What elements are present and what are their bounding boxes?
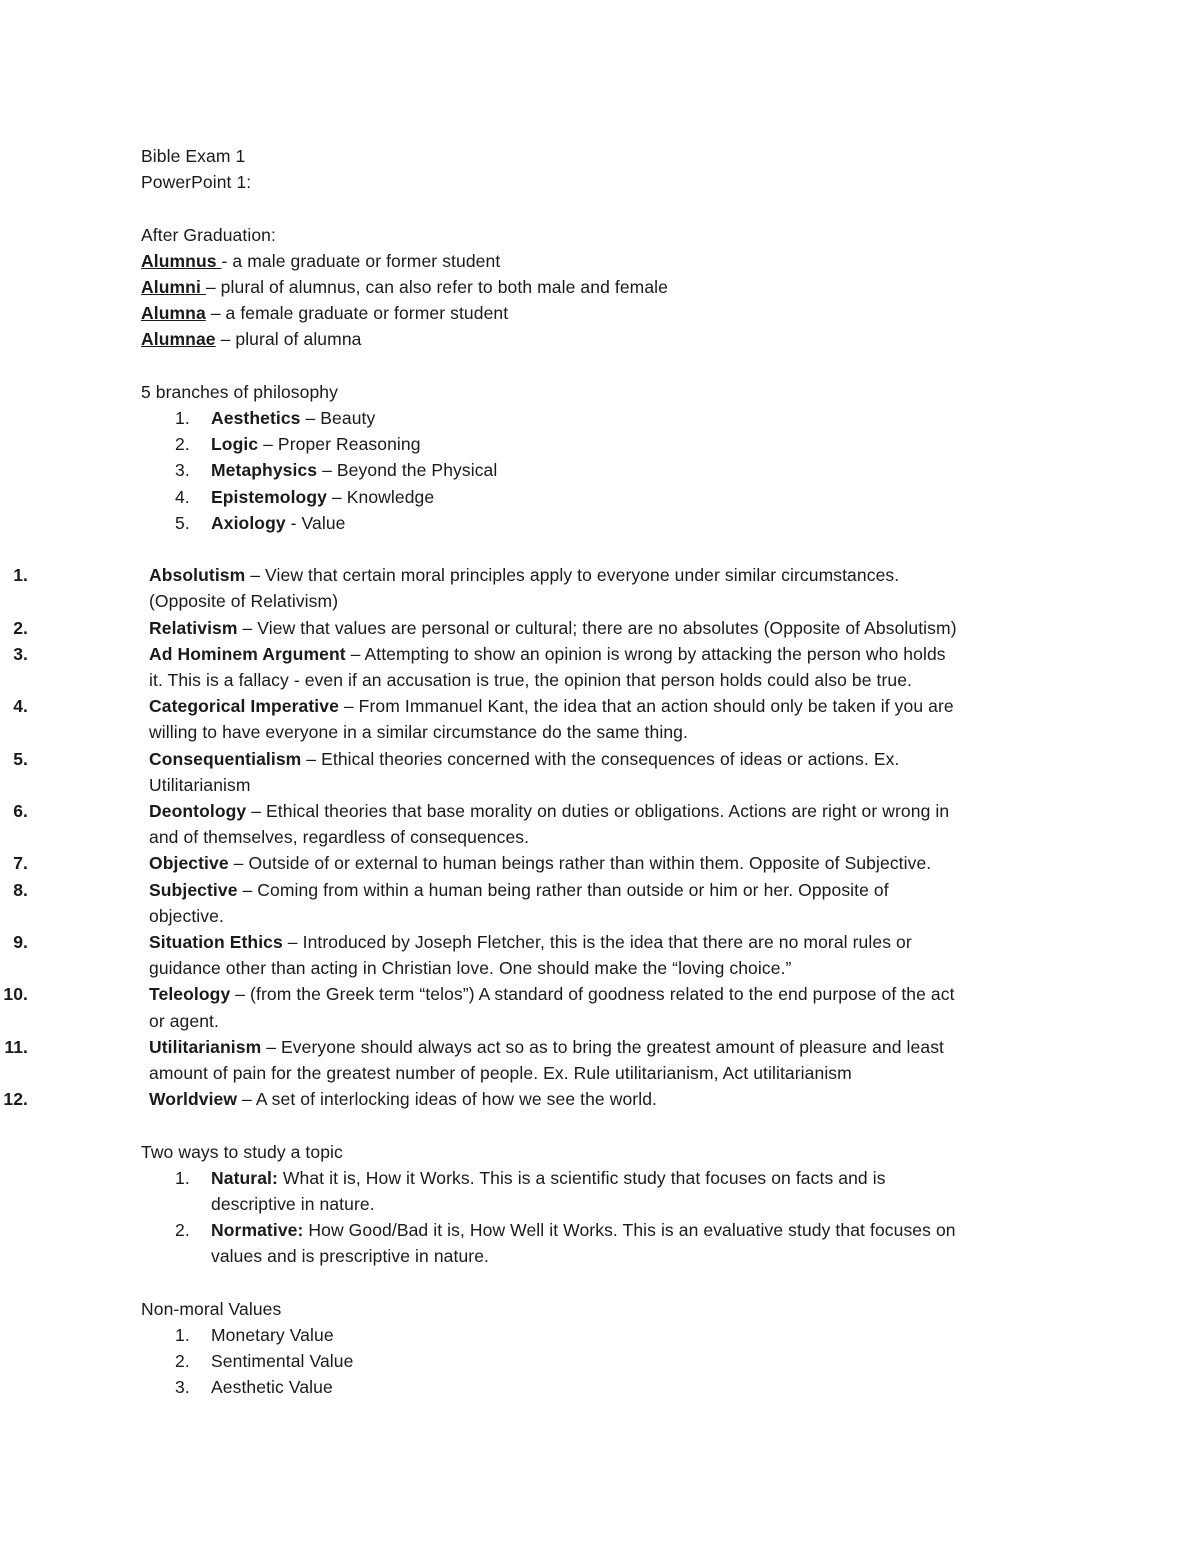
list-number: 3. [175, 1377, 190, 1398]
item-term: Normative: [211, 1220, 304, 1241]
item-term: Consequentialism [149, 748, 302, 769]
list-number: 5. [175, 512, 190, 533]
list-number: 1. [13, 565, 28, 586]
item-term: Natural: [211, 1167, 278, 1188]
entry-definition: – plural of alumna [215, 329, 362, 350]
list-item [141, 1374, 1081, 1400]
item-line [149, 798, 1081, 824]
item-definition: – A set of interlocking ideas of how we see the world. [237, 1089, 657, 1110]
list-item [0, 981, 1081, 1033]
list-number: 10. [3, 984, 28, 1005]
graduation-entry [141, 248, 1081, 274]
item-definition: – View that values are personal or cultural; there are no absolutes (Opposite of Absolutism) [237, 617, 957, 638]
item-line: (Opposite of Relativism) [149, 591, 339, 612]
item-term: Metaphysics [211, 460, 318, 481]
item-definition: – (from the Greek term “telos”) A standard of goodness related to the end purpose of the act [230, 984, 955, 1005]
spacer [141, 1270, 1081, 1296]
item-line: or agent. [149, 1010, 219, 1031]
item-line: amount of pain for the greatest number of people. Ex. Rule utilitarianism, Act utilitarianism [149, 1063, 852, 1084]
list-item [0, 615, 1081, 641]
item-line [149, 929, 1081, 955]
item-term: Objective [149, 853, 229, 874]
list-item [141, 484, 1081, 510]
list-item [0, 877, 1081, 929]
list-number: 7. [13, 853, 28, 874]
item-line [149, 1086, 1081, 1112]
spacer [141, 1112, 1081, 1138]
item-definition: - Value [285, 512, 346, 533]
item-definition: – Knowledge [326, 486, 435, 507]
item-line [149, 746, 1081, 772]
item-definition: – Outside of or external to human beings rather than within them. Opposite of Subjective. [228, 853, 932, 874]
item-definition: How Good/Bad it is, How Well it Works. This is an evaluative study that focuses on [303, 1220, 956, 1241]
list-number: 1. [175, 408, 190, 428]
entry-definition: – a female graduate or former student [205, 303, 509, 324]
item-text: Sentimental Value [211, 1351, 354, 1372]
item-term: Utilitarianism [149, 1036, 262, 1057]
list-number: 2. [175, 434, 190, 455]
list-number: 2. [175, 1220, 190, 1241]
item-definition: – Attempting to show an opinion is wrong by attacking the person who holds [345, 643, 946, 664]
item-text: Monetary Value [211, 1325, 334, 1346]
entry-definition: – plural of alumnus, can also refer to both male and female [205, 277, 669, 297]
list-number: 4. [175, 486, 190, 507]
item-line: willing to have everyone in a similar circumstance do the same thing. [149, 722, 688, 743]
item-line [149, 693, 1081, 719]
item-line [211, 1165, 1081, 1191]
list-number: 1. [175, 1325, 190, 1346]
list-item [0, 798, 1081, 850]
list-number: 2. [175, 1351, 190, 1372]
item-definition: – Ethical theories that base morality on duties or obligations. Actions are right or wrong in [246, 801, 950, 822]
philosophy-heading: 5 branches of philosophy [141, 381, 338, 402]
item-term: Aesthetics [211, 408, 301, 428]
list-item [0, 1034, 1081, 1086]
philosophy-list [141, 405, 1081, 536]
list-item [0, 1086, 1081, 1112]
spacer [141, 353, 1081, 379]
item-line: guidance other than acting in Christian love. One should make the “loving choice.” [149, 958, 792, 979]
item-term: Relativism [149, 617, 238, 638]
entry-term: Alumnae [141, 329, 216, 350]
study-list [141, 1165, 1081, 1270]
list-number: 5. [13, 748, 28, 769]
item-definition: – Ethical theories concerned with the consequences of ideas or actions. Ex. [301, 748, 900, 769]
item-definition: – Coming from within a human being rather than outside or him or her. Opposite of [237, 879, 889, 900]
entry-term: Alumni [141, 277, 206, 297]
item-term: Logic [211, 434, 259, 455]
item-definition: What it is, How it Works. This is a scientific study that focuses on facts and is [277, 1167, 886, 1188]
item-definition: – From Immanuel Kant, the idea that an action should only be taken if you are [338, 696, 954, 717]
list-item [0, 746, 1081, 798]
list-item [141, 405, 1081, 431]
item-line: descriptive in nature. [211, 1194, 375, 1215]
list-number: 6. [13, 801, 28, 822]
list-number: 2. [13, 617, 28, 638]
list-number: 4. [13, 696, 28, 717]
nonmoral-list [141, 1322, 1081, 1401]
graduation-entry [141, 274, 1081, 300]
list-number: 3. [13, 643, 28, 664]
item-line: and of themselves, regardless of consequences. [149, 827, 530, 848]
item-line [149, 562, 1081, 588]
list-item [0, 693, 1081, 745]
item-definition: – Beyond the Physical [317, 460, 498, 481]
list-item [0, 641, 1081, 693]
item-term: Worldview [149, 1089, 238, 1110]
item-line: Utilitarianism [149, 774, 251, 795]
list-item [141, 510, 1081, 536]
item-line: values and is prescriptive in nature. [211, 1246, 490, 1267]
item-definition: – Everyone should always act so as to bring the greatest amount of pleasure and least [261, 1036, 945, 1057]
item-line [149, 641, 1081, 667]
item-definition: – Beauty [300, 408, 376, 428]
spacer [141, 195, 1081, 221]
item-line [149, 877, 1081, 903]
item-definition: – Proper Reasoning [258, 434, 421, 455]
item-line [149, 615, 1081, 641]
spacer [141, 536, 1081, 562]
graduation-entry [141, 326, 1081, 352]
list-number: 11. [4, 1036, 28, 1057]
item-line [149, 1034, 1081, 1060]
item-term: Situation Ethics [149, 932, 283, 953]
item-line [149, 981, 1081, 1007]
graduation-entry [141, 300, 1081, 326]
graduation-heading: After Graduation: [141, 224, 276, 245]
list-number: 8. [13, 879, 28, 900]
entry-term: Alumna [141, 303, 206, 324]
item-line: it. This is a fallacy - even if an accusation is true, the opinion that person holds could also be true. [149, 670, 913, 691]
list-item [141, 457, 1081, 483]
nonmoral-heading: Non-moral Values [141, 1298, 282, 1319]
item-line: objective. [149, 905, 224, 926]
list-item [0, 562, 1081, 614]
item-term: Deontology [149, 801, 247, 822]
list-item [141, 431, 1081, 457]
terms-list [0, 562, 1081, 1112]
item-definition: – Introduced by Joseph Fletcher, this is the idea that there are no moral rules or [282, 932, 912, 953]
entry-definition: - a male graduate or former student [221, 250, 501, 271]
item-term: Epistemology [211, 486, 327, 507]
list-number: 1. [175, 1167, 190, 1188]
list-number: 9. [13, 932, 28, 953]
document-body [3, 143, 1081, 1401]
entry-term: Alumnus [141, 250, 222, 271]
document-title: Bible Exam 1 [141, 146, 246, 166]
item-term: Categorical Imperative [149, 696, 339, 717]
list-item [141, 1348, 1081, 1374]
list-item [0, 929, 1081, 981]
item-term: Absolutism [149, 565, 246, 586]
list-number: 3. [175, 460, 190, 481]
item-line [211, 1217, 1081, 1243]
list-item [141, 1165, 1081, 1217]
list-item [0, 850, 1081, 876]
item-term: Ad Hominem Argument [149, 643, 346, 664]
study-heading: Two ways to study a topic [141, 1141, 343, 1162]
list-item [141, 1322, 1081, 1348]
item-definition: – View that certain moral principles apply to everyone under similar circumstances. [245, 565, 900, 586]
item-text: Aesthetic Value [211, 1377, 333, 1398]
document-subtitle: PowerPoint 1: [141, 172, 252, 193]
item-term: Subjective [149, 879, 238, 900]
item-line [149, 850, 1081, 876]
item-term: Teleology [149, 984, 231, 1005]
list-item [141, 1217, 1081, 1269]
item-term: Axiology [211, 512, 286, 533]
list-number: 12. [3, 1089, 28, 1110]
